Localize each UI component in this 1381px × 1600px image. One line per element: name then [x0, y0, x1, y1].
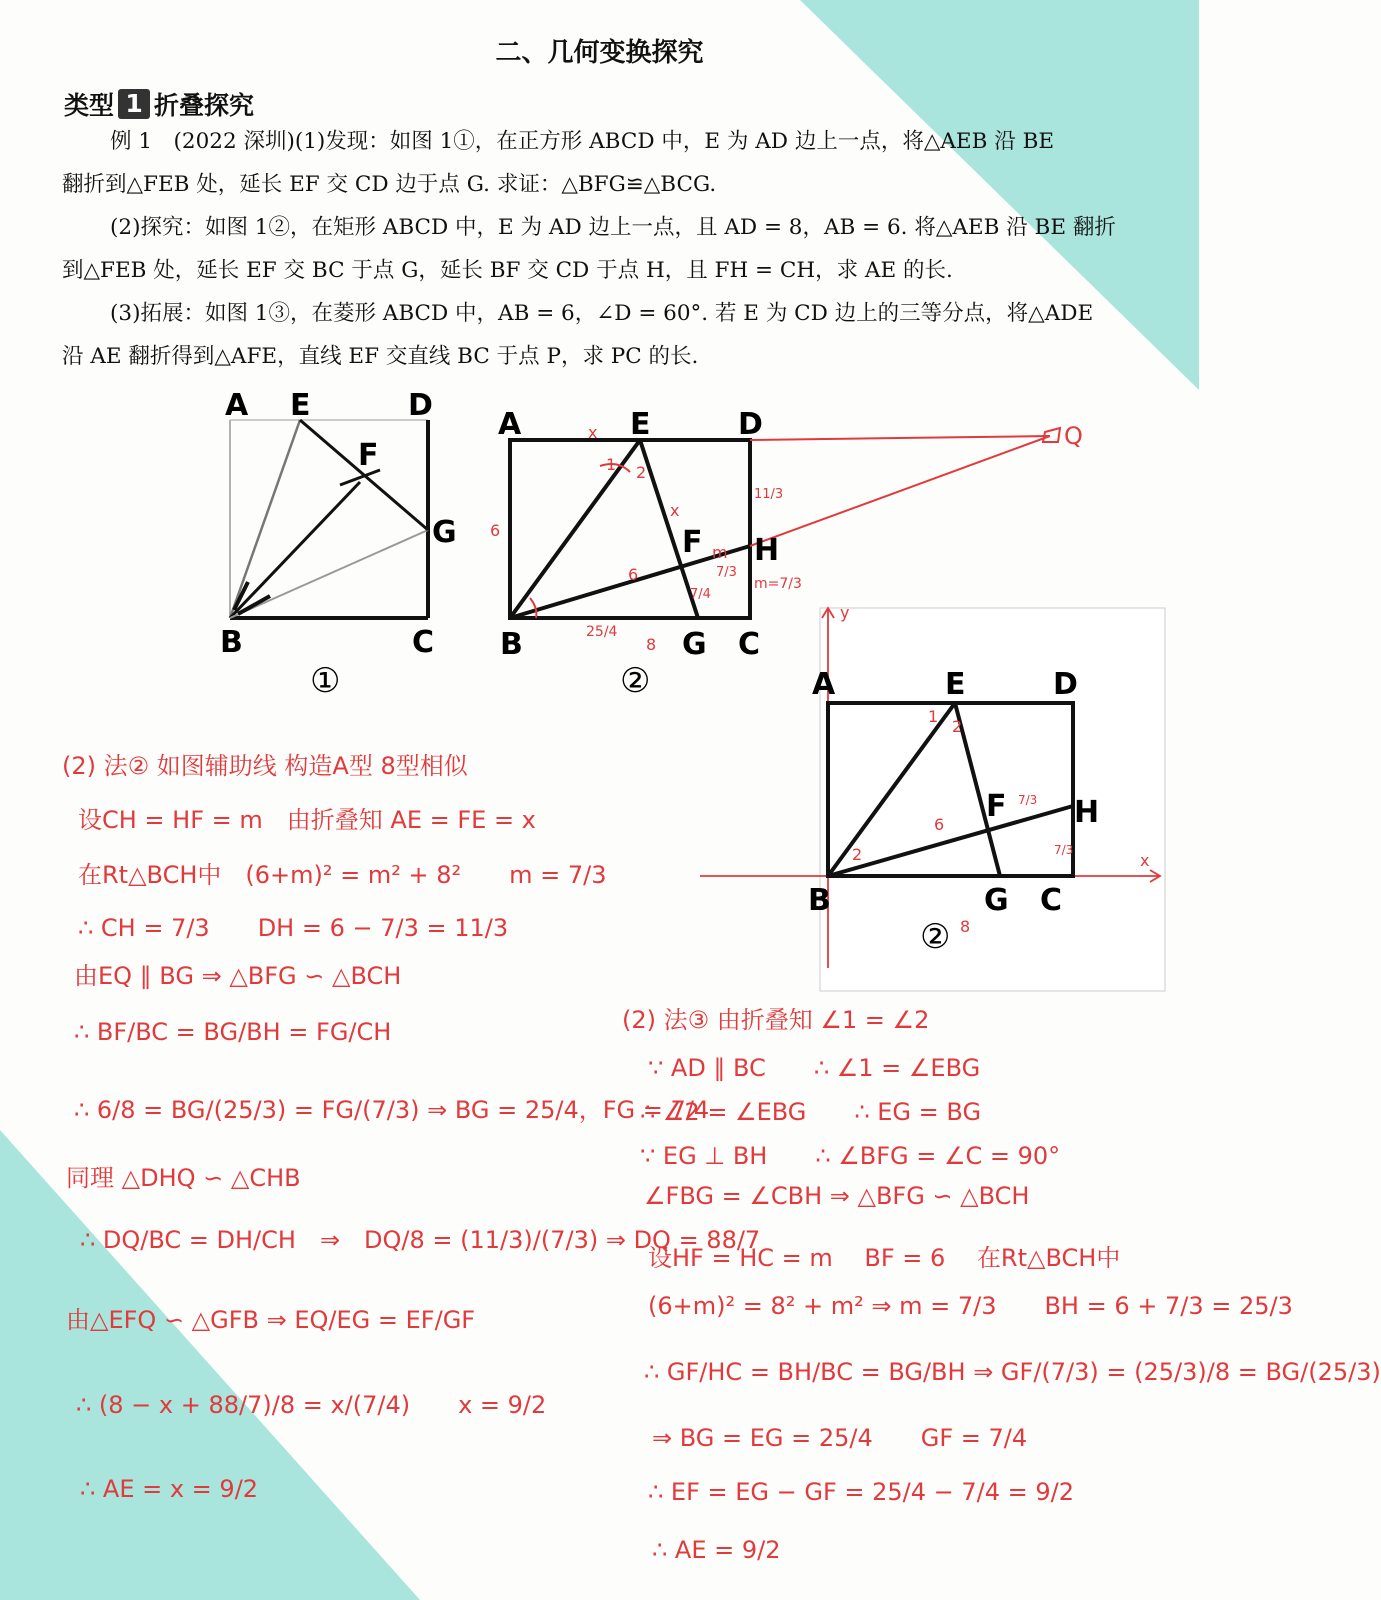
fig3-label-e: E: [945, 667, 966, 702]
solution-left-line2: 在Rt△BCH中 (6+m)² = m² + 8² m = 7/3: [78, 861, 607, 889]
fig1-label-f: F: [358, 438, 379, 473]
fig3-label-a: A: [812, 667, 836, 702]
solution-right-line4: ∠FBG = ∠CBH ⇒ △BFG ∽ △BCH: [644, 1182, 1030, 1210]
solution-left-line4: 由EQ ∥ BG ⇒ △BFG ∽ △BCH: [74, 962, 402, 990]
fig1-label-b: B: [220, 625, 243, 660]
fig3-ann-angle1: 1: [928, 707, 939, 726]
problem-part1-line1: 例 1 (2022 深圳)(1)发现：如图 1①，在正方形 ABCD 中，E 为 AD 边上一点，将△AEB 沿 BE: [110, 129, 1055, 154]
solution-right-line1: ∵ AD ∥ BC ∴ ∠1 = ∠EBG: [648, 1054, 981, 1082]
solution-left-line5: ∴ BF/BC = BG/BH = FG/CH: [74, 1018, 392, 1046]
type-prefix: 类型: [64, 91, 115, 120]
fig3-ann-8: 8: [960, 917, 971, 936]
solution-right-heading: (2) 法③ 由折叠知 ∠1 = ∠2: [622, 1006, 930, 1034]
fig3-ann-hc: 7/3: [1054, 843, 1074, 857]
solution-right-line2: ∴ ∠2 = ∠EBG ∴ EG = BG: [640, 1098, 982, 1126]
fig3-label-g: G: [984, 883, 1009, 918]
fig3-ann-bf6: 6: [934, 815, 945, 834]
fig2-ann-bf6: 6: [628, 565, 639, 584]
solution-left-line1: 设CH = HF = m 由折叠知 AE = FE = x: [78, 806, 536, 834]
solution-left-line3: ∴ CH = 7/3 DH = 6 − 7/3 = 11/3: [78, 914, 509, 942]
fig1-label-e: E: [290, 388, 311, 423]
fig2-label-g: G: [682, 627, 707, 662]
fig1-label-c: C: [412, 625, 435, 660]
fig2-label-h: H: [754, 533, 780, 568]
fig2-ann-angle1: 1: [606, 455, 617, 474]
fig2-label-a: A: [498, 407, 522, 442]
fig3-number: ②: [920, 917, 951, 957]
fig2-ann-m: m: [712, 543, 728, 562]
fig3-ann-fh: 7/3: [1018, 793, 1038, 807]
page-title: 二、几何变换探究: [495, 38, 704, 68]
solution-left-line11: ∴ AE = x = 9/2: [80, 1475, 259, 1503]
solution-right-line7: ∴ GF/HC = BH/BC = BG/BH ⇒ GF/(7/3) = (25/3)/8 = BG/(25/3): [644, 1358, 1381, 1386]
solution-right-line6: (6+m)² = 8² + m² ⇒ m = 7/3 BH = 6 + 7/3 = 25/3: [648, 1292, 1293, 1320]
figure-2-rectangle: [510, 440, 750, 618]
fig3-label-f: F: [986, 789, 1007, 824]
fig3-label-c: C: [1040, 883, 1063, 918]
fig2-ann-m-eq: m=7/3: [754, 576, 802, 592]
fig2-label-f: F: [682, 525, 703, 560]
fig2-ann-25-4: 25/4: [586, 624, 618, 640]
problem-part1-line2: 翻折到△FEB 处，延长 EF 交 CD 边于点 G. 求证：△BFG≌△BCG.: [62, 172, 717, 197]
figure-1-square: [230, 420, 428, 618]
fig2-label-q: Q: [1064, 422, 1083, 450]
solution-right-line5: 设HF = HC = m BF = 6 在Rt△BCH中: [648, 1244, 1121, 1272]
fig2-ann-side6: 6: [490, 521, 501, 540]
solution-left-line10: ∴ (8 − x + 88/7)/8 = x/(7/4) x = 9/2: [76, 1391, 547, 1419]
fig1-number: ①: [310, 661, 341, 701]
fig3-axis-x: x: [1140, 851, 1150, 870]
fig2-ann-angle2: 2: [636, 463, 647, 482]
fig3-ann-angle2-bottom: 2: [852, 845, 863, 864]
solution-left-line6: ∴ 6/8 = BG/(25/3) = FG/(7/3) ⇒ BG = 25/4，FG = 7/4: [74, 1096, 710, 1124]
fig2-number: ②: [620, 661, 651, 701]
solution-right-line9: ∴ EF = EG − GF = 25/4 − 7/4 = 9/2: [648, 1478, 1075, 1506]
fig2-ann-7-3: 7/3: [716, 565, 737, 580]
problem-part2-line2: 到△FEB 处，延长 EF 交 BC 于点 G，延长 BF 交 CD 于点 H，且 FH = CH，求 AE 的长.: [62, 258, 953, 283]
problem-part3-line2: 沿 AE 翻折得到△AFE，直线 EF 交直线 BC 于点 P，求 PC 的长.: [62, 344, 699, 369]
fig2-ann-x-top: x: [588, 423, 598, 442]
fig2-label-d: D: [738, 407, 763, 442]
solution-right-line3: ∵ EG ⊥ BH ∴ ∠BFG = ∠C = 90°: [640, 1142, 1061, 1170]
fig2-ann-11-3: 11/3: [754, 487, 784, 502]
type-heading: [64, 86, 254, 122]
type-number-badge: 1: [118, 89, 150, 119]
problem-part3-line1: (3)拓展：如图 1③，在菱形 ABCD 中，AB = 6，∠D = 60°. 若 E 为 CD 边上的三等分点，将△ADE: [110, 301, 1094, 326]
solution-left-line8: ∴ DQ/BC = DH/CH ⇒ DQ/8 = (11/3)/(7/3) ⇒ DQ = 88/7: [80, 1226, 761, 1254]
fig3-label-d: D: [1053, 667, 1078, 702]
type-name: 折叠探究: [154, 91, 255, 120]
fig2-ann-x-mid: x: [670, 501, 680, 520]
fig3-label-b: B: [808, 883, 831, 918]
fig1-label-a: A: [225, 388, 249, 423]
fig1-label-d: D: [408, 388, 433, 423]
fig2-ann-7-4: 7/4: [690, 587, 711, 602]
fig1-label-g: G: [432, 515, 457, 550]
fig3-axis-y: y: [840, 603, 850, 622]
problem-part2-line1: (2)探究：如图 1②，在矩形 ABCD 中，E 为 AD 边上一点，且 AD = 8，AB = 6. 将△AEB 沿 BE 翻折: [110, 215, 1116, 240]
solution-left-line9: 由△EFQ ∽ △GFB ⇒ EQ/EG = EF/GF: [66, 1306, 476, 1334]
fig3-ann-angle2-top: 2: [952, 717, 963, 736]
fig2-ann-bc8: 8: [646, 635, 657, 654]
fig3-label-h: H: [1074, 795, 1100, 830]
fig2-label-b: B: [500, 627, 523, 662]
fig2-label-e: E: [630, 407, 651, 442]
solution-left-heading: (2) 法② 如图辅助线 构造A型 8型相似: [62, 752, 468, 780]
solution-right-line10: ∴ AE = 9/2: [652, 1536, 781, 1564]
solution-left-line7: 同理 △DHQ ∽ △CHB: [66, 1164, 301, 1192]
solution-right-line8: ⇒ BG = EG = 25/4 GF = 7/4: [652, 1424, 1028, 1452]
fig2-label-c: C: [738, 627, 761, 662]
figure-3-coordinate: [700, 603, 1170, 993]
